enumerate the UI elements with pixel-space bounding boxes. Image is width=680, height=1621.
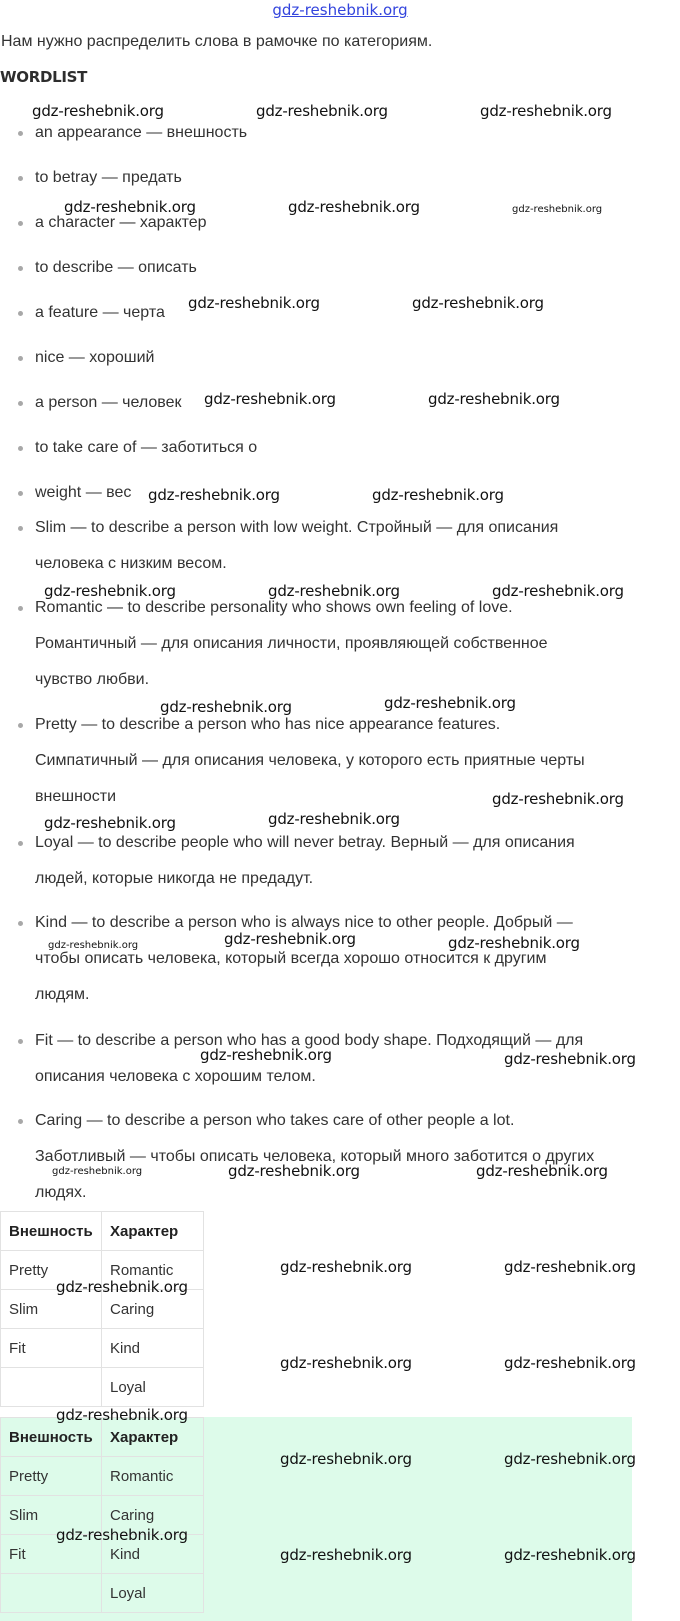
definition-item — [35, 905, 675, 1013]
definition-line: Fit — to describe a person who has a good body shape. Подходящий — для — [35, 1032, 584, 1049]
category-table — [0, 1211, 204, 1407]
watermark-text: gdz-reshebnik.org — [32, 102, 164, 120]
definition-line: Loyal — to describe people who will never betray. Верный — для описания — [35, 834, 575, 851]
table-cell: Loyal — [102, 1368, 204, 1407]
table-cell: Romantic — [102, 1457, 204, 1496]
watermark-text: gdz-reshebnik.org — [512, 204, 603, 215]
watermark-text: gdz-reshebnik.org — [188, 294, 320, 312]
table-cell: Kind — [102, 1535, 204, 1574]
table-row — [1, 1457, 204, 1496]
table-row — [1, 1574, 204, 1613]
watermark-text: gdz-reshebnik.org — [384, 694, 516, 712]
definition-line: людям. — [35, 986, 90, 1003]
definition-item — [35, 825, 675, 897]
watermark-text: gdz-reshebnik.org — [492, 582, 624, 600]
header-appearance: Внешность — [1, 1212, 102, 1251]
watermark-text: gdz-reshebnik.org — [56, 1526, 188, 1544]
watermark-text: gdz-reshebnik.org — [480, 102, 612, 120]
definition-line: чувство любви. — [35, 671, 150, 688]
header-character: Характер — [102, 1212, 204, 1251]
watermark-text: gdz-reshebnik.org — [504, 1450, 636, 1468]
watermark-text: gdz-reshebnik.org — [288, 198, 420, 216]
header-appearance: Внешность — [1, 1418, 102, 1457]
table-cell — [1, 1574, 102, 1613]
watermark-text: gdz-reshebnik.org — [504, 1258, 636, 1276]
watermark-text: gdz-reshebnik.org — [504, 1354, 636, 1372]
definition-line: Kind — to describe a person who is always nice to other people. Добрый — — [35, 914, 573, 931]
table-cell: Pretty — [1, 1251, 102, 1290]
word-item: to betray — предать — [35, 160, 675, 196]
watermark-text: gdz-reshebnik.org — [56, 1278, 188, 1296]
table-cell: Caring — [102, 1496, 204, 1535]
watermark-text: gdz-reshebnik.org — [268, 810, 400, 828]
watermark-text: gdz-reshebnik.org — [280, 1354, 412, 1372]
watermark-text: gdz-reshebnik.org — [44, 814, 176, 832]
word-item: to describe — описать — [35, 250, 675, 286]
watermark-text: gdz-reshebnik.org — [372, 486, 504, 504]
definition-line: людей, которые никогда не предадут. — [35, 870, 314, 887]
word-item: a character — характер — [35, 205, 675, 241]
table-cell: Fit — [1, 1535, 102, 1574]
table-cell: Caring — [102, 1290, 204, 1329]
table-cell: Fit — [1, 1329, 102, 1368]
watermark-text: gdz-reshebnik.org — [204, 390, 336, 408]
table-row — [1, 1368, 204, 1407]
site-link[interactable]: gdz-reshebnik.org — [272, 1, 408, 19]
table-row — [1, 1329, 204, 1368]
table-cell: Kind — [102, 1329, 204, 1368]
table-cell: Pretty — [1, 1457, 102, 1496]
word-item: an appearance — внешность — [35, 115, 675, 151]
definition-line: внешности — [35, 788, 117, 805]
definition-item — [35, 1103, 675, 1211]
header-character: Характер — [102, 1418, 204, 1457]
definition-item — [35, 510, 675, 582]
word-item: a feature — черта — [35, 295, 675, 331]
intro-text: Нам нужно распределить слова в рамочке по категориям. — [1, 33, 433, 50]
watermark-text: gdz-reshebnik.org — [224, 930, 356, 948]
watermark-text: gdz-reshebnik.org — [280, 1450, 412, 1468]
table-cell: Slim — [1, 1496, 102, 1535]
watermark-text: gdz-reshebnik.org — [64, 198, 196, 216]
word-item: to take care of — заботиться о — [35, 430, 675, 466]
watermark-text: gdz-reshebnik.org — [148, 486, 280, 504]
wordlist-heading: WORDLIST — [0, 68, 88, 86]
definition-line: описания человека с хорошим телом. — [35, 1068, 316, 1085]
answer-table — [0, 1417, 204, 1613]
table-header-row — [1, 1212, 204, 1251]
watermark-text: gdz-reshebnik.org — [200, 1046, 332, 1064]
table-cell: Loyal — [102, 1574, 204, 1613]
definition-line: Романтичный — для описания личности, проявляющей собственное — [35, 635, 548, 652]
table-cell: Slim — [1, 1290, 102, 1329]
watermark-text: gdz-reshebnik.org — [504, 1546, 636, 1564]
watermark-text: gdz-reshebnik.org — [428, 390, 560, 408]
watermark-text: gdz-reshebnik.org — [280, 1546, 412, 1564]
watermark-text: gdz-reshebnik.org — [160, 698, 292, 716]
watermark-text: gdz-reshebnik.org — [280, 1258, 412, 1276]
definition-line: Romantic — to describe personality who shows own feeling of love. — [35, 599, 513, 616]
word-item: a person — человек — [35, 385, 675, 421]
watermark-text: gdz-reshebnik.org — [228, 1162, 360, 1180]
definition-line: Заботливый — чтобы описать человека, который много заботится о других — [35, 1148, 595, 1165]
watermark-text: gdz-reshebnik.org — [412, 294, 544, 312]
watermark-text: gdz-reshebnik.org — [448, 934, 580, 952]
definition-line: людях. — [35, 1184, 87, 1201]
watermark-text: gdz-reshebnik.org — [268, 582, 400, 600]
definition-line: чтобы описать человека, который всегда хорошо относится к другим — [35, 950, 547, 967]
watermark-text: gdz-reshebnik.org — [52, 1166, 143, 1177]
table-cell: Romantic — [102, 1251, 204, 1290]
watermark-text: gdz-reshebnik.org — [504, 1050, 636, 1068]
word-item: nice — хороший — [35, 340, 675, 376]
definition-line: Caring — to describe a person who takes care of other people a lot. — [35, 1112, 515, 1129]
definition-line: человека с низким весом. — [35, 555, 227, 572]
word-item: weight — вес — [35, 475, 675, 511]
definition-line: Slim — to describe a person with low weight. Стройный — для описания — [35, 519, 559, 536]
watermark-text: gdz-reshebnik.org — [492, 790, 624, 808]
watermark-text: gdz-reshebnik.org — [48, 940, 139, 951]
watermark-text: gdz-reshebnik.org — [256, 102, 388, 120]
definition-line: Симпатичный — для описания человека, у которого есть приятные черты — [35, 752, 585, 769]
watermark-text: gdz-reshebnik.org — [56, 1406, 188, 1424]
watermark-text: gdz-reshebnik.org — [44, 582, 176, 600]
definition-line: Pretty — to describe a person who has nice appearance features. — [35, 716, 501, 733]
table-cell — [1, 1368, 102, 1407]
watermark-text: gdz-reshebnik.org — [476, 1162, 608, 1180]
definition-item — [35, 590, 675, 698]
